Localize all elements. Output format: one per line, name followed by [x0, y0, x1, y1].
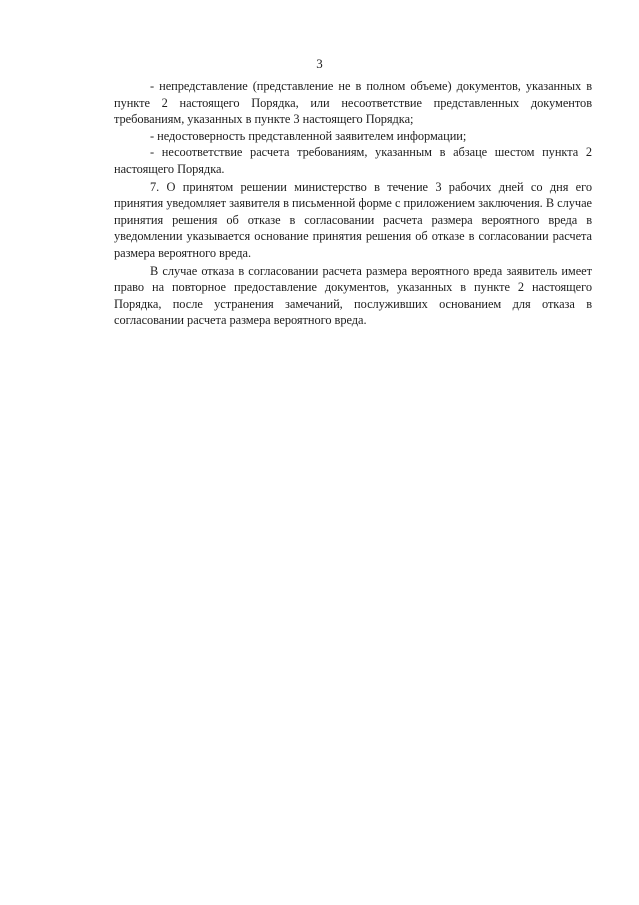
paragraph-nonsubmission: - непредставление (представление не в полном объеме) документов, указанных в пункте 2 настоящего Порядка, или несоответствие представленных документов требованиям, указанных в пункте 3 настоящего Порядка; [114, 79, 592, 127]
page-number: 3 [316, 56, 323, 71]
paragraph-unreliability: - недостоверность представленной заявителем информации; [150, 128, 467, 143]
document-body [114, 78, 592, 329]
paragraph-item-7-notification: 7. О принятом решении министерство в течение 3 рабочих дней со дня его принятия уведомляет заявителя в письменной форме с приложением заключения. В случае принятия решения об отказе в согласовании расчета размера вероятного вреда в уведомлении указывается основание принятия решения об отказе в согласовании расчета размера вероятного вреда. [114, 179, 592, 260]
paragraph-resubmission-right: В случае отказа в согласовании расчета размера вероятного вреда заявитель имеет право на повторное предоставление документов, указанных в пункте 2 настоящего Порядка, после устранения замечаний, послуживших основанием для отказа в согласовании расчета размера вероятного вреда. [114, 263, 592, 328]
paragraph-calculation-mismatch: - несоответствие расчета требованиям, указанным в абзаце шестом пункта 2 настоящего Порядка. [114, 145, 592, 176]
